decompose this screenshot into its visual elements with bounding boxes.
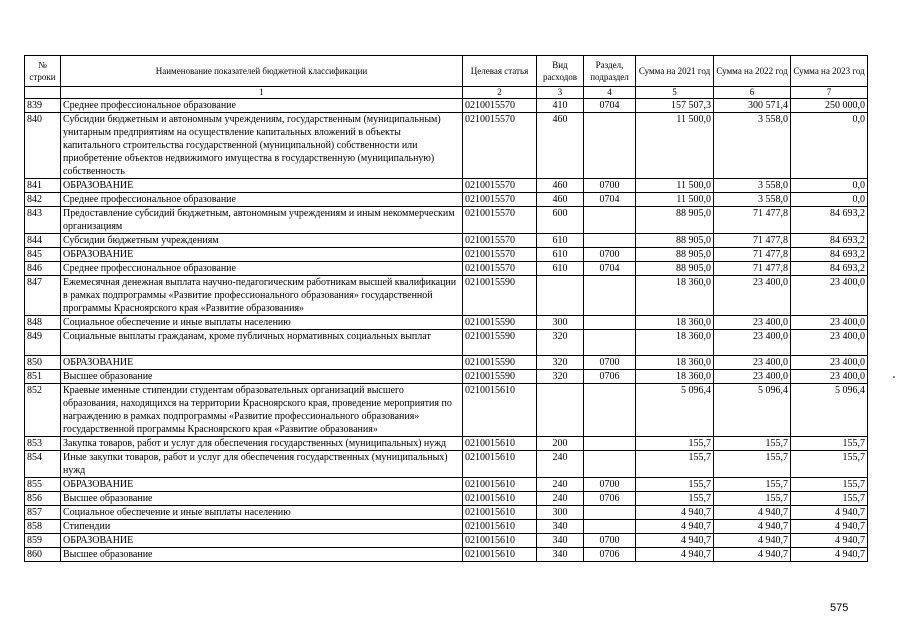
cell-y2023: 155,7	[791, 492, 868, 506]
cell-type: 610	[537, 248, 584, 262]
cell-name: Социальные выплаты гражданам, кроме публичных нормативных социальных выплат	[61, 330, 463, 356]
cell-target: 0210015610	[463, 478, 537, 492]
cell-target: 0210015610	[463, 384, 537, 437]
cell-y2021: 88 905,0	[636, 207, 714, 234]
cell-y2023: 4 940,7	[791, 548, 868, 562]
cell-name: Субсидии бюджетным и автономным учреждениям, государственным (муниципальным) унитарным предприятиям на осуществление капитальных вложений в объекты капитального строительства государственной (муниципальной) собственности или приобретение объектов недвижимого имущества в государственную (муниципальную) собственность	[61, 113, 463, 179]
cell-section	[584, 276, 636, 316]
cell-y2023: 155,7	[791, 437, 868, 451]
cell-type: 460	[537, 113, 584, 179]
cell-section: 0706	[584, 492, 636, 506]
page-number: 575	[830, 602, 849, 614]
cell-num: 848	[25, 316, 61, 330]
cell-section: 0706	[584, 370, 636, 384]
table-row	[25, 234, 868, 248]
cell-y2021: 18 360,0	[636, 276, 714, 316]
cell-y2023: 23 400,0	[791, 316, 868, 330]
cell-y2021: 88 905,0	[636, 248, 714, 262]
cell-section: 0700	[584, 356, 636, 370]
table-body	[25, 99, 868, 562]
cell-name: Субсидии бюджетным учреждениям	[61, 234, 463, 248]
table-row	[25, 384, 868, 437]
cell-name: ОБРАЗОВАНИЕ	[61, 356, 463, 370]
table-row	[25, 520, 868, 534]
cell-target: 0210015590	[463, 330, 537, 356]
cell-num: 852	[25, 384, 61, 437]
cell-target: 0210015610	[463, 492, 537, 506]
cell-type: 340	[537, 534, 584, 548]
cell-y2021: 18 360,0	[636, 316, 714, 330]
cell-y2021: 5 096,4	[636, 384, 714, 437]
cell-name: Стипендии	[61, 520, 463, 534]
cell-y2021: 4 940,7	[636, 506, 714, 520]
table-row	[25, 534, 868, 548]
header-name: Наименование показателей бюджетной классификации	[61, 56, 463, 87]
cell-name: ОБРАЗОВАНИЕ	[61, 478, 463, 492]
table-row	[25, 99, 868, 113]
cell-num: 851	[25, 370, 61, 384]
cell-y2023: 4 940,7	[791, 534, 868, 548]
header-target: Целевая статья	[463, 56, 537, 87]
cell-section: 0704	[584, 99, 636, 113]
cell-type: 460	[537, 193, 584, 207]
cell-y2021: 155,7	[636, 451, 714, 478]
cell-num: 850	[25, 356, 61, 370]
cell-name: Высшее образование	[61, 548, 463, 562]
cell-target: 0210015570	[463, 193, 537, 207]
cell-section	[584, 234, 636, 248]
cell-name: Высшее образование	[61, 370, 463, 384]
cell-type: 340	[537, 520, 584, 534]
cell-y2022: 71 477,8	[714, 207, 791, 234]
cell-y2023: 23 400,0	[791, 356, 868, 370]
cell-target: 0210015590	[463, 370, 537, 384]
cell-y2023: 0,0	[791, 113, 868, 179]
table-row	[25, 179, 868, 193]
cell-type: 410	[537, 99, 584, 113]
cell-type: 610	[537, 262, 584, 276]
cell-y2022: 4 940,7	[714, 506, 791, 520]
cell-y2021: 157 507,3	[636, 99, 714, 113]
column-number-row	[25, 87, 868, 99]
header-section: Раздел, подраздел	[584, 56, 636, 87]
cell-y2023: 155,7	[791, 451, 868, 478]
cell-type	[537, 384, 584, 437]
cell-y2023: 84 693,2	[791, 207, 868, 234]
cell-num: 856	[25, 492, 61, 506]
header-type: Вид расходов	[537, 56, 584, 87]
colnum: 6	[714, 87, 791, 99]
cell-num: 858	[25, 520, 61, 534]
cell-section	[584, 207, 636, 234]
cell-num: 849	[25, 330, 61, 356]
cell-y2021: 155,7	[636, 492, 714, 506]
cell-y2022: 71 477,8	[714, 262, 791, 276]
cell-y2023: 23 400,0	[791, 370, 868, 384]
cell-y2022: 5 096,4	[714, 384, 791, 437]
table-row	[25, 548, 868, 562]
cell-target: 0210015610	[463, 520, 537, 534]
cell-y2023: 0,0	[791, 179, 868, 193]
cell-num: 842	[25, 193, 61, 207]
cell-name: Высшее образование	[61, 492, 463, 506]
cell-name: Закупка товаров, работ и услуг для обеспечения государственных (муниципальных) нужд	[61, 437, 463, 451]
cell-num: 845	[25, 248, 61, 262]
table-row	[25, 330, 868, 356]
cell-section	[584, 506, 636, 520]
table-row	[25, 370, 868, 384]
cell-y2021: 18 360,0	[636, 356, 714, 370]
colnum: 4	[584, 87, 636, 99]
cell-target: 0210015610	[463, 534, 537, 548]
cell-section	[584, 316, 636, 330]
cell-num: 854	[25, 451, 61, 478]
cell-y2023: 5 096,4	[791, 384, 868, 437]
cell-name: Социальное обеспечение и иные выплаты населению	[61, 316, 463, 330]
colnum: 7	[791, 87, 868, 99]
cell-y2023: 155,7	[791, 478, 868, 492]
cell-y2022: 3 558,0	[714, 193, 791, 207]
cell-y2023: 250 000,0	[791, 99, 868, 113]
cell-y2022: 4 940,7	[714, 548, 791, 562]
cell-num: 843	[25, 207, 61, 234]
cell-y2022: 300 571,4	[714, 99, 791, 113]
table-row	[25, 437, 868, 451]
table-row	[25, 113, 868, 179]
cell-type	[537, 276, 584, 316]
cell-y2023: 4 940,7	[791, 506, 868, 520]
table-row	[25, 356, 868, 370]
table-row	[25, 248, 868, 262]
cell-y2021: 155,7	[636, 478, 714, 492]
cell-type: 300	[537, 506, 584, 520]
cell-y2021: 88 905,0	[636, 234, 714, 248]
cell-num: 844	[25, 234, 61, 248]
cell-section	[584, 520, 636, 534]
cell-name: Социальное обеспечение и иные выплаты населению	[61, 506, 463, 520]
cell-y2022: 3 558,0	[714, 179, 791, 193]
cell-y2022: 23 400,0	[714, 276, 791, 316]
cell-type: 320	[537, 330, 584, 356]
cell-name: ОБРАЗОВАНИЕ	[61, 179, 463, 193]
cell-type: 460	[537, 179, 584, 193]
cell-section	[584, 113, 636, 179]
cell-type: 320	[537, 356, 584, 370]
cell-y2022: 3 558,0	[714, 113, 791, 179]
colnum: 1	[61, 87, 463, 99]
cell-y2023: 23 400,0	[791, 330, 868, 356]
table-row	[25, 262, 868, 276]
header-row	[25, 56, 868, 87]
table-row	[25, 492, 868, 506]
cell-section: 0700	[584, 478, 636, 492]
colnum	[25, 87, 61, 99]
cell-y2022: 155,7	[714, 451, 791, 478]
cell-y2022: 23 400,0	[714, 316, 791, 330]
cell-num: 846	[25, 262, 61, 276]
cell-name: Среднее профессиональное образование	[61, 99, 463, 113]
cell-name: Среднее профессиональное образование	[61, 262, 463, 276]
cell-y2022: 23 400,0	[714, 356, 791, 370]
cell-section: 0700	[584, 179, 636, 193]
table-row	[25, 316, 868, 330]
cell-type: 240	[537, 478, 584, 492]
header-2023: Сумма на 2023 год	[791, 56, 868, 87]
cell-num: 847	[25, 276, 61, 316]
cell-y2023: 84 693,2	[791, 234, 868, 248]
cell-num: 859	[25, 534, 61, 548]
cell-num: 841	[25, 179, 61, 193]
cell-num: 839	[25, 99, 61, 113]
cell-type: 610	[537, 234, 584, 248]
cell-y2022: 155,7	[714, 478, 791, 492]
cell-section	[584, 384, 636, 437]
cell-y2021: 18 360,0	[636, 370, 714, 384]
table-row	[25, 506, 868, 520]
cell-name: ОБРАЗОВАНИЕ	[61, 248, 463, 262]
cell-type: 600	[537, 207, 584, 234]
cell-num: 853	[25, 437, 61, 451]
cell-target: 0210015610	[463, 451, 537, 478]
cell-y2022: 71 477,8	[714, 248, 791, 262]
cell-num: 840	[25, 113, 61, 179]
colnum: 2	[463, 87, 537, 99]
cell-name: ОБРАЗОВАНИЕ	[61, 534, 463, 548]
header-num: № строки	[25, 56, 61, 87]
cell-target: 0210015590	[463, 316, 537, 330]
cell-name: Краевые именные стипендии студентам образовательных организаций высшего образования, находящихся на территории Красноярского края, проведение мероприятия по награждению в рамках подпрограммы «Развитие профессионального образования» государственной программы Красноярского края «Развитие образования»	[61, 384, 463, 437]
cell-target: 0210015610	[463, 506, 537, 520]
cell-type: 240	[537, 492, 584, 506]
budget-table	[24, 55, 868, 562]
cell-y2021: 4 940,7	[636, 520, 714, 534]
cell-y2023: 84 693,2	[791, 248, 868, 262]
cell-target: 0210015570	[463, 234, 537, 248]
cell-num: 855	[25, 478, 61, 492]
cell-y2023: 4 940,7	[791, 520, 868, 534]
table-row	[25, 193, 868, 207]
cell-y2021: 4 940,7	[636, 548, 714, 562]
cell-y2023: 0,0	[791, 193, 868, 207]
cell-section: 0704	[584, 193, 636, 207]
cell-y2021: 4 940,7	[636, 534, 714, 548]
cell-y2022: 155,7	[714, 492, 791, 506]
header-2021: Сумма на 2021 год	[636, 56, 714, 87]
cell-target: 0210015570	[463, 248, 537, 262]
cell-y2021: 11 500,0	[636, 113, 714, 179]
cell-target: 0210015590	[463, 356, 537, 370]
cell-type: 200	[537, 437, 584, 451]
cell-y2022: 23 400,0	[714, 330, 791, 356]
cell-type: 340	[537, 548, 584, 562]
cell-section	[584, 330, 636, 356]
cell-num: 857	[25, 506, 61, 520]
cell-target: 0210015570	[463, 262, 537, 276]
cell-name: Иные закупки товаров, работ и услуг для обеспечения государственных (муниципальных) нужд	[61, 451, 463, 478]
cell-y2022: 4 940,7	[714, 534, 791, 548]
cell-y2022: 71 477,8	[714, 234, 791, 248]
table-row	[25, 276, 868, 316]
table-row	[25, 207, 868, 234]
cell-target: 0210015610	[463, 437, 537, 451]
cell-y2023: 23 400,0	[791, 276, 868, 316]
cell-y2022: 4 940,7	[714, 520, 791, 534]
cell-y2022: 155,7	[714, 437, 791, 451]
cell-y2021: 88 905,0	[636, 262, 714, 276]
colnum: 5	[636, 87, 714, 99]
cell-y2021: 11 500,0	[636, 179, 714, 193]
cell-target: 0210015570	[463, 113, 537, 179]
cell-section	[584, 437, 636, 451]
cell-type: 300	[537, 316, 584, 330]
cell-section: 0700	[584, 248, 636, 262]
cell-type: 240	[537, 451, 584, 478]
colnum: 3	[537, 87, 584, 99]
cell-y2021: 155,7	[636, 437, 714, 451]
cell-name: Ежемесячная денежная выплата научно-педагогическим работникам высшей квалификации в рамках подпрограммы «Развитие профессионального образования» государственной программы Красноярского края «Развитие образования»	[61, 276, 463, 316]
cell-section: 0700	[584, 534, 636, 548]
cell-target: 0210015590	[463, 276, 537, 316]
cell-y2021: 11 500,0	[636, 193, 714, 207]
scan-speck	[893, 376, 895, 378]
cell-target: 0210015610	[463, 548, 537, 562]
cell-name: Среднее профессиональное образование	[61, 193, 463, 207]
cell-y2022: 23 400,0	[714, 370, 791, 384]
cell-target: 0210015570	[463, 179, 537, 193]
cell-target: 0210015570	[463, 99, 537, 113]
cell-section: 0706	[584, 548, 636, 562]
cell-num: 860	[25, 548, 61, 562]
cell-y2023: 84 693,2	[791, 262, 868, 276]
cell-y2021: 18 360,0	[636, 330, 714, 356]
cell-name: Предоставление субсидий бюджетным, автономным учреждениям и иным некоммерческим организациям	[61, 207, 463, 234]
cell-section	[584, 451, 636, 478]
table-row	[25, 478, 868, 492]
header-2022: Сумма на 2022 год	[714, 56, 791, 87]
cell-type: 320	[537, 370, 584, 384]
cell-target: 0210015570	[463, 207, 537, 234]
cell-section: 0704	[584, 262, 636, 276]
table-row	[25, 451, 868, 478]
